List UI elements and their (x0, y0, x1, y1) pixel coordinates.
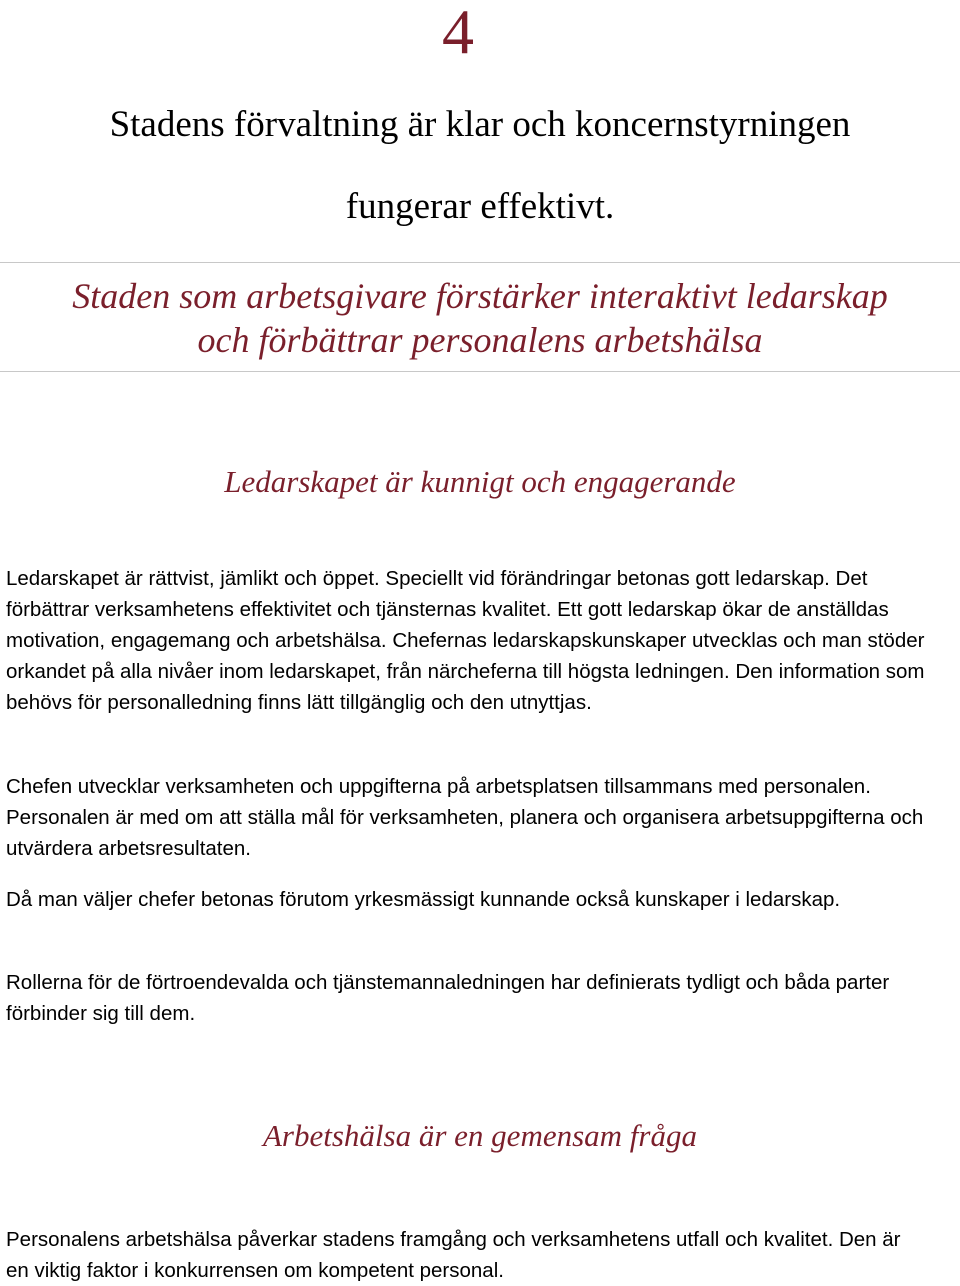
main-title-line-2: fungerar effektivt. (345, 186, 615, 227)
paragraph-leadership-2: Chefen utvecklar verksamheten och uppgifterna på arbetsplatsen tillsammans med personalen. Personalen är med om att ställa mål för verksamheten, planera och organisera arbetsuppgifterna och utvärdera arbetsresultaten. (6, 775, 924, 860)
section-heading-leadership: Ledarskapet är kunnigt och engagerande (224, 464, 736, 499)
subtitle (0, 274, 960, 362)
main-title (0, 84, 960, 248)
subtitle-line-2: och förbättrar personalens arbetshälsa (197, 320, 763, 360)
section-heading-work-health: Arbetshälsa är en gemensam fråga (263, 1118, 697, 1153)
paragraph-leadership-3: Då man väljer chefer betonas förutom yrkesmässigt kunnande också kunskaper i ledarskap. (6, 888, 841, 911)
main-title-line-1: Stadens förvaltning är klar och koncernstyrningen (109, 104, 851, 145)
subtitle-line-1: Staden som arbetsgivare förstärker interaktivt ledarskap (72, 276, 888, 316)
paragraph-leadership-4: Rollerna för de förtroendevalda och tjänstemannaledningen har definierats tydligt och båda parter förbinder sig till dem. (6, 971, 890, 1025)
divider-bottom (0, 371, 960, 372)
paragraph-work-health-1: Personalens arbetshälsa påverkar stadens framgång och verksamhetens utfall och kvalitet. Den är en viktig faktor i konkurrensen om kompetent personal. (6, 1228, 901, 1282)
divider-top (0, 262, 960, 263)
page-number: 4 (442, 0, 474, 67)
paragraph-leadership-1: Ledarskapet är rättvist, jämlikt och öppet. Speciellt vid förändringar betonas gott ledarskap. Det förbättrar verksamhetens effektivitet och tjänsternas kvalitet. Ett gott ledarskap ökar de anställdas motivation, engagemang och arbetshälsa. Chefernas ledarskapskunskaper utvecklas och man stöder orkandet på alla nivåer inom ledarskapet, från närcheferna till högsta ledningen. Den information som behövs för personalledning finns lätt tillgänglig och den utnyttjas. (6, 567, 925, 714)
